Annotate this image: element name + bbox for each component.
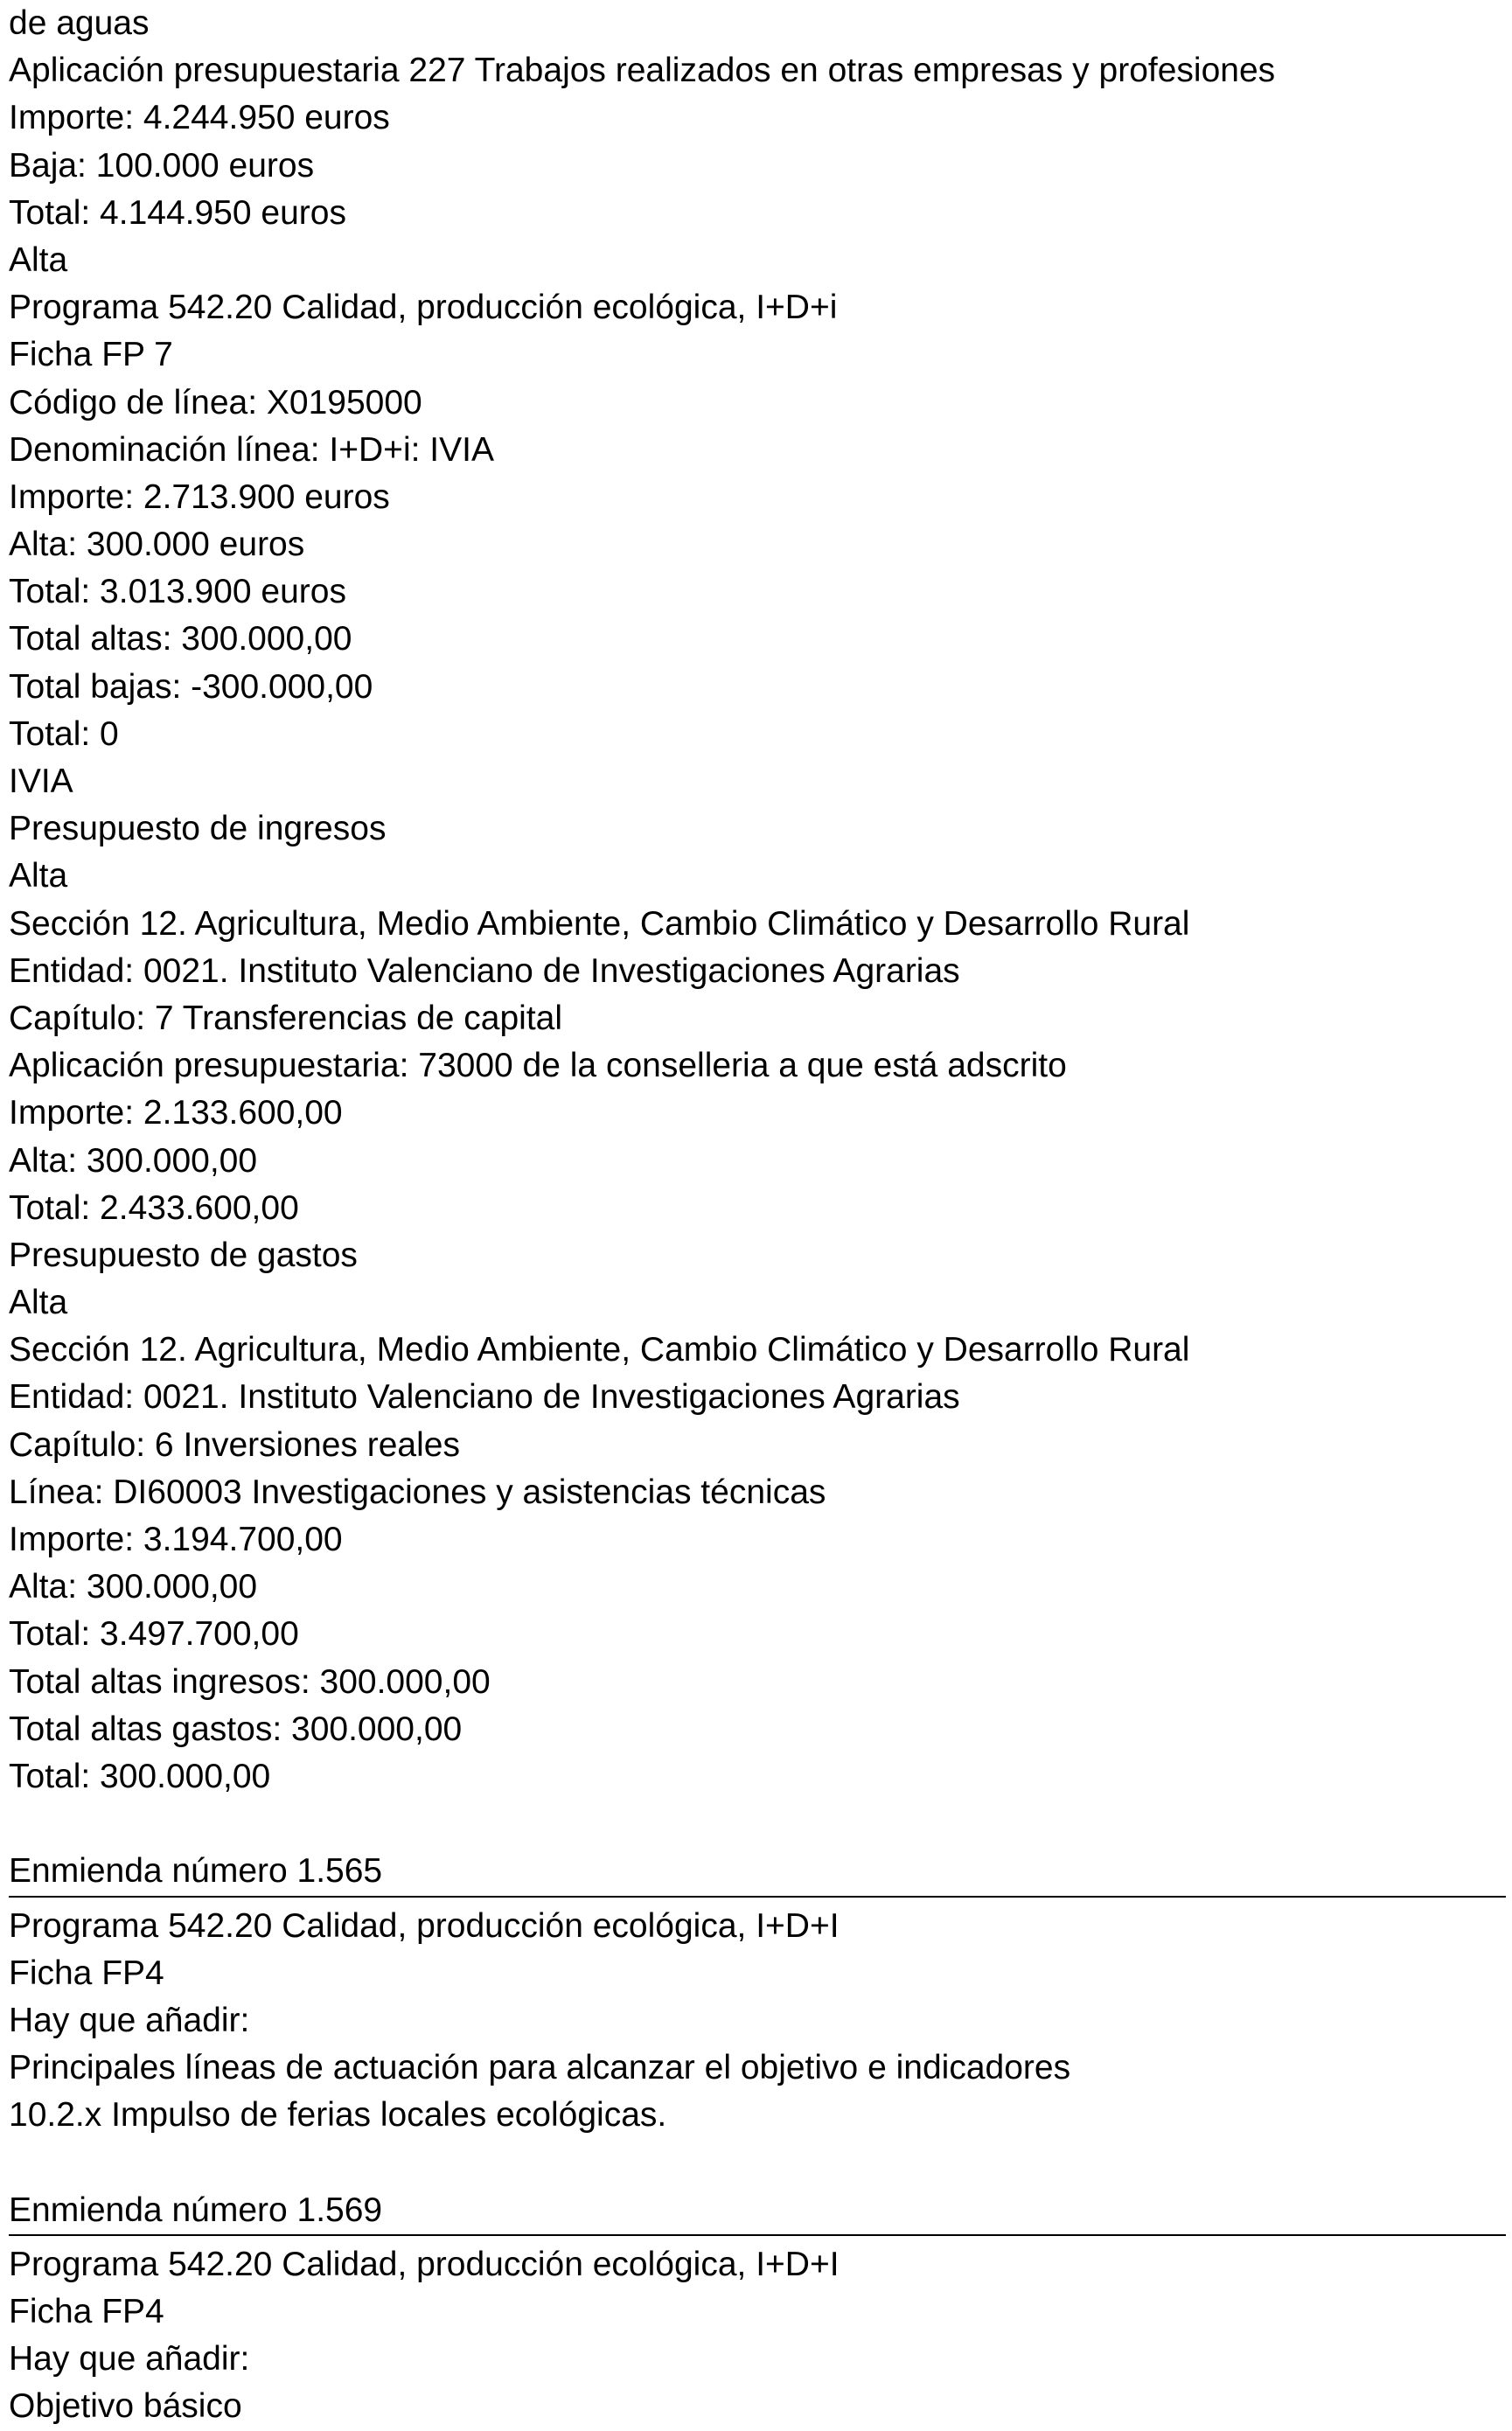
text-line: Objetivo básico [9,2387,242,2426]
amendment-section [9,1848,1506,2139]
text-line: Denominación línea: I+D+i: IVIA [9,430,494,469]
text-line: Ficha FP4 [9,1954,164,1992]
divider [9,1896,1506,1898]
text-line: Total altas: 300.000,00 [9,620,352,658]
text-line: Aplicación presupuestaria 227 Trabajos realizados en otras empresas y profesiones [9,52,1276,90]
text-line: Entidad: 0021. Instituto Valenciano de Investigaciones Agrarias [9,1378,960,1417]
text-line: Alta: 300.000,00 [9,1568,258,1606]
text-line: Importe: 3.194.700,00 [9,1521,343,1558]
text-line: Importe: 2.713.900 euros [9,477,390,516]
spacer [9,1801,1506,1848]
text-line: Ficha FP 7 [9,336,173,374]
text-line: Total: 2.433.600,00 [9,1188,299,1227]
text-line: Programa 542.20 Calidad, producción ecológica, I+D+I [9,1906,840,1945]
text-line: Capítulo: 6 Inversiones reales [9,1425,460,1464]
text-line: Código de línea: X0195000 [9,383,422,421]
text-line: Importe: 2.133.600,00 [9,1094,343,1132]
text-line: Total altas gastos: 300.000,00 [9,1710,463,1748]
text-line: Alta: 300.000 euros [9,526,305,564]
text-line: Presupuesto de ingresos [9,810,387,848]
text-line: Total: 3.497.700,00 [9,1615,299,1654]
text-line: Alta [9,240,68,279]
text-line: Ficha FP4 [9,2293,164,2330]
text-line: Sección 12. Agricultura, Medio Ambiente, Cambio Climático y Desarrollo Rural [9,1331,1190,1369]
text-line: Total: 300.000,00 [9,1757,271,1795]
document-page [9,0,1506,2431]
text-line: Alta: 300.000,00 [9,1141,258,1180]
text-line: 10.2.x Impulso de ferias locales ecológicas. [9,2096,667,2135]
text-line: Alta [9,857,68,895]
text-line: Total: 4.144.950 euros [9,193,346,232]
amendment-heading: Enmienda número 1.569 [9,2191,383,2229]
text-line: Hay que añadir: [9,2001,250,2039]
text-line: Aplicación presupuestaria: 73000 de la conselleria a que está adscrito [9,1047,1067,1085]
text-line: de aguas [9,4,150,42]
text-line: Total altas ingresos: 300.000,00 [9,1662,491,1701]
text-line: Total bajas: -300.000,00 [9,667,373,706]
text-line: Alta [9,1284,68,1322]
text-line: Línea: DI60003 Investigaciones y asistencias técnicas [9,1473,826,1511]
text-line: Total: 0 [9,714,119,753]
budget-block [9,0,1506,1801]
text-line: Baja: 100.000 euros [9,146,315,185]
text-line: Programa 542.20 Calidad, producción ecológica, I+D+i [9,289,838,327]
text-line: Programa 542.20 Calidad, producción ecológica, I+D+I [9,2245,840,2283]
text-line: Principales líneas de actuación para alcanzar el objetivo e indicadores [9,2049,1071,2087]
text-line: Capítulo: 7 Transferencias de capital [9,999,563,1037]
text-line: Sección 12. Agricultura, Medio Ambiente, Cambio Climático y Desarrollo Rural [9,904,1190,943]
text-line: IVIA [9,763,73,800]
text-line: Entidad: 0021. Instituto Valenciano de Investigaciones Agrarias [9,951,960,990]
text-line: Total: 3.013.900 euros [9,573,346,611]
text-line: Hay que añadir: [9,2340,250,2379]
divider [9,2234,1506,2236]
amendment-section [9,2187,1506,2431]
spacer [9,2139,1506,2186]
amendment-heading: Enmienda número 1.565 [9,1852,383,1891]
text-line: Presupuesto de gastos [9,1236,358,1274]
text-line: Importe: 4.244.950 euros [9,99,390,137]
